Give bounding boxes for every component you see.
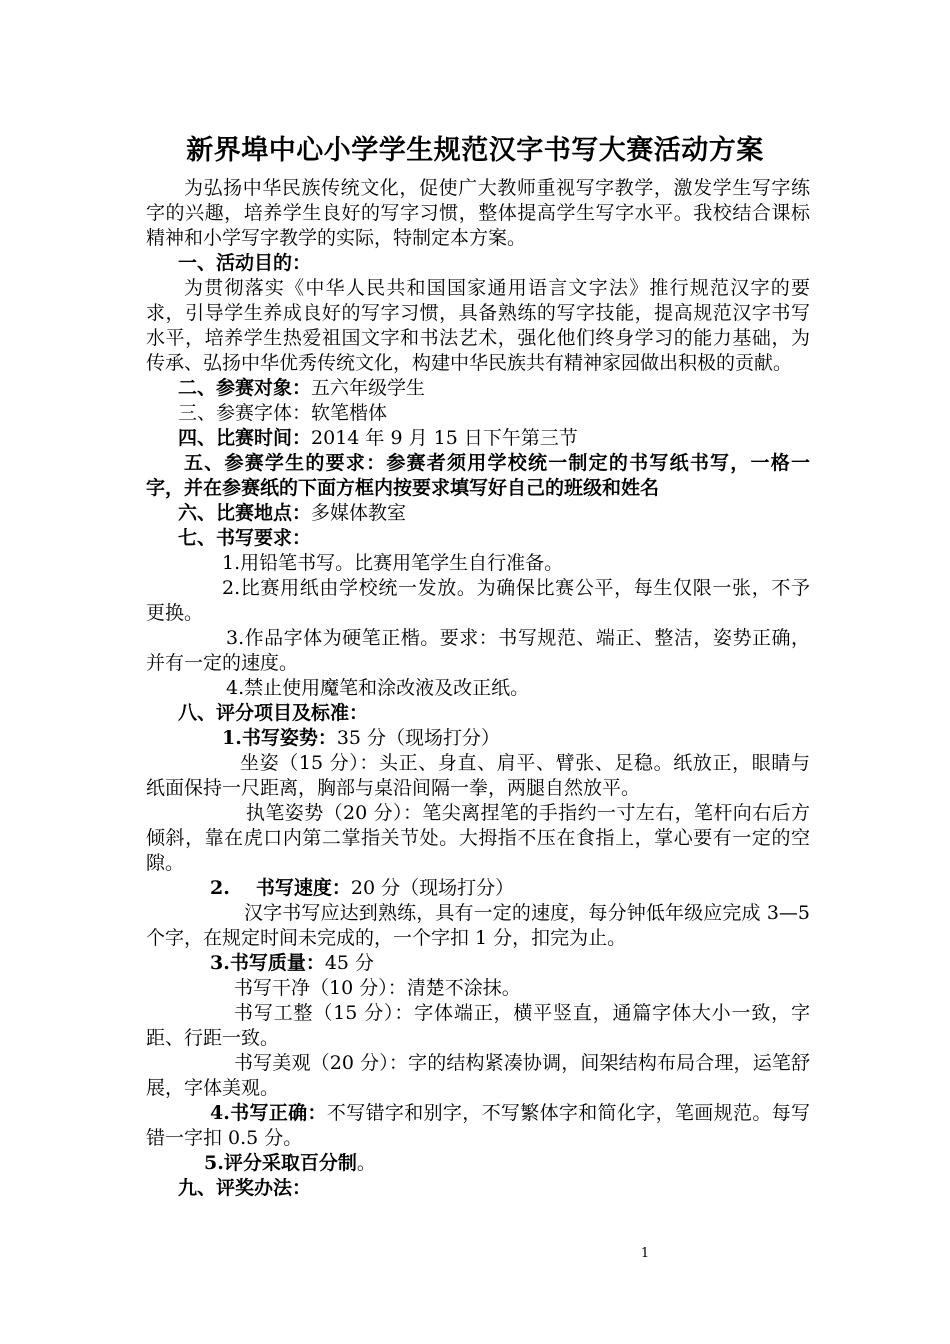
section-6 (146, 501, 810, 526)
section-6-heading: 六、比赛地点： (178, 502, 312, 524)
section-8-heading: 八、评分项目及标准： (178, 702, 369, 724)
item-4-text: 不写错字和别字，不写繁体字和简化字，笔画规范。每写错一字扣 0.5 分。 (146, 1102, 810, 1149)
section-2 (146, 376, 810, 401)
section-7-heading: 七、书写要求： (178, 527, 312, 549)
section-7-item-1: 1.用铅笔书写。比赛用笔学生自行准备。 (222, 552, 564, 574)
section-4 (146, 426, 810, 451)
section-8-item-5 (146, 1151, 810, 1176)
item-3-text: 45 分 (324, 952, 375, 974)
section-6-text: 多媒体教室 (311, 502, 407, 524)
section-8-item-1 (146, 726, 810, 751)
item-3-clean: 书写干净（10 分）：清楚不涂抹。 (234, 977, 521, 999)
section-7-item-2: 2.比赛用纸由学校统一发放。为确保比赛公平，每生仅限一张，不予更换。 (146, 577, 810, 624)
document-body (146, 176, 810, 1201)
section-7-item-3: 3.作品字体为硬笔正楷。要求：书写规范、端正、整洁，姿势正确，并有一定的速度。 (146, 627, 810, 674)
section-1-heading: 一、活动目的： (178, 252, 312, 274)
item-3-heading: 3.书写质量： (210, 952, 325, 974)
section-7-item-4: 4.禁止使用魔笔和涂改液及改正纸。 (226, 677, 530, 699)
item-3-beautiful: 书写美观（20 分）：字的结构紧凑协调，间架结构布局合理，运笔舒展，字体美观。 (146, 1052, 810, 1099)
item-2-heading: 书写速度： (255, 877, 351, 899)
page-title: 新界埠中心小学学生规范汉字书写大赛活动方案 (186, 135, 764, 166)
item-2-number: 2. (210, 877, 230, 899)
item-5-text: 。 (356, 1152, 376, 1174)
section-1-text: 为贯彻落实《中华人民共和国国家通用语言文字法》推行规范汉字的要求，引导学生养成良好的写字习惯，具备熟练的写字技能，提高规范汉字书写水平，培养学生热爱祖国文字和书法艺术，强化他们终身学习的能力基础，为传承、弘扬中华优秀传统文化，构建中华民族共有精神家园做出积极的贡献。 (146, 277, 810, 374)
section-5: 五、参赛学生的要求：参赛者须用学校统一制定的书写纸书写，一格一字，并在参赛纸的下面方框内按要求填写好自己的班级和姓名 (146, 452, 810, 499)
item-2-speed: 汉字书写应达到熟练，具有一定的速度，每分钟低年级应完成 3—5 个字，在规定时间未完成的，一个字扣 1 分，扣完为止。 (146, 902, 810, 949)
page-number: 1 (640, 1246, 650, 1261)
section-8-item-3 (146, 951, 810, 976)
item-2-text: 20 分（现场打分） (350, 877, 515, 899)
item-1-text: 35 分（现场打分） (336, 727, 501, 749)
item-1-heading: 1.书写姿势： (222, 727, 337, 749)
section-9-heading: 九、评奖办法： (178, 1177, 312, 1199)
section-2-text: 五六年级学生 (311, 377, 426, 399)
item-1-pen-holding: 执笔姿势（20 分）：笔尖离捏笔的手指约一寸左右，笔杆向右后方倾斜，靠在虎口内第二掌指关节处。大拇指不压在食指上，掌心要有一定的空隙。 (146, 802, 810, 874)
section-4-text: 2014 年 9 月 15 日下午第三节 (311, 427, 578, 449)
section-8-item-2 (146, 876, 810, 901)
section-3: 三、参赛字体：软笔楷体 (178, 402, 388, 424)
section-8-item-4 (146, 1101, 810, 1151)
intro-paragraph: 为弘扬中华民族传统文化，促使广大教师重视写字教学，激发学生写字练字的兴趣，培养学生良好的写字习惯，整体提高学生写字水平。我校结合课标精神和小学写字教学的实际，特制定本方案。 (146, 177, 810, 249)
item-3-neat: 书写工整（15 分）：字体端正，横平竖直，通篇字体大小一致，字距、行距一致。 (146, 1002, 810, 1049)
section-4-heading: 四、比赛时间： (178, 427, 312, 449)
item-5-heading: 5.评分采取百分制 (204, 1152, 357, 1174)
item-1-sitting: 坐姿（15 分）：头正、身直、肩平、臂张、足稳。纸放正，眼睛与纸面保持一尺距离，胸部与桌沿间隔一拳，两腿自然放平。 (146, 752, 810, 799)
section-2-heading: 二、参赛对象： (178, 377, 312, 399)
item-4-heading: 4.书写正确： (210, 1102, 327, 1124)
